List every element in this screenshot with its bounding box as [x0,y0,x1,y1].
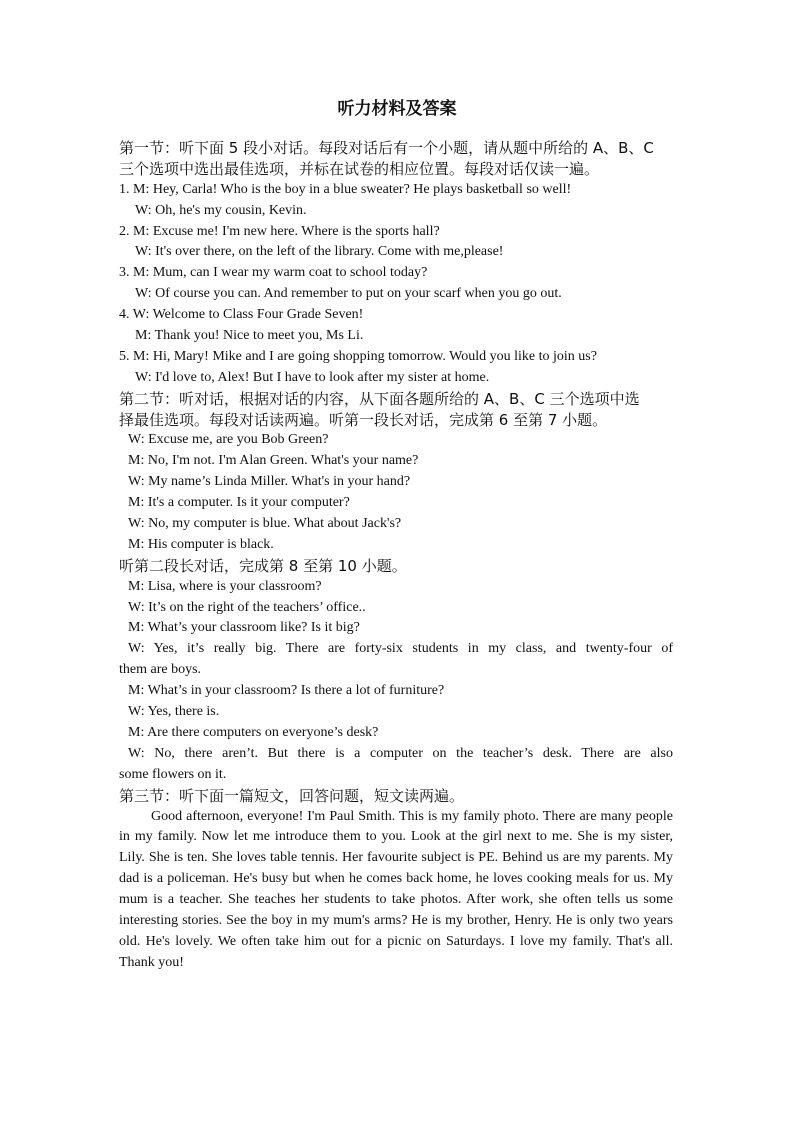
document-body [119,138,673,974]
section2-heading-line2: 择最佳选项。每段对话读两遍。听第一段长对话，完成第 6 至第 7 小题。 [119,410,608,429]
dialogue-line: W: No, there aren’t. But there is a computer on the teacher’s desk. There are also [128,745,673,761]
section1-heading-line1: 第一节：听下面 5 段小对话。每段对话后有一个小题，请从题中所给的 A、B、C [119,139,654,157]
section1-heading-line2: 三个选项中选出最佳选项，并标在试卷的相应位置。每段对话仅读一遍。 [119,159,600,178]
dialogue-line: 5. M: Hi, Mary! Mike and I are going shopping tomorrow. Would you like to join us? [119,348,597,364]
dialogue-line: M: His computer is black. [128,536,274,552]
dialogue-line: W: No, my computer is blue. What about Jack's? [128,516,402,532]
dialogue-line: M: Are there computers on everyone’s desk? [128,724,379,740]
dialogue-line: W: Yes, there is. [128,704,220,720]
passage-paragraph: Good afternoon, everyone! I'm Paul Smith. This is my family photo. There are many people in my family. Now let me introduce them to you. Look at the girl next to me. She is my sister, Lily. She is ten. She loves table tennis. Her favourite subject is PE. Behind us are my parents. My dad is a policeman. He's busy but when he comes back home, he loves cooking meals for us. My mum is a teacher. She teaches her students to take photos. After work, she often tells us some interesting stories. See the boy in my mum's arms? He is my brother, Henry. He is only two years old. He's lovely. We often take him out for a picnic on Saturdays. I love my family. That's all. Thank you! [119,808,673,970]
dialogue-line: some flowers on it. [119,766,227,782]
dialogue-line: W: It's over there, on the left of the library. Come with me,please! [135,244,504,260]
dialogue-line: W: My name’s Linda Miller. What's in your hand? [128,474,411,490]
dialogue-line: W: Yes, it’s really big. There are forty-six students in my class, and twenty-four of [128,641,673,657]
section2-heading-line1: 第二节：听对话，根据对话的内容，从下面各题所给的 A、B、C 三个选项中选 [119,389,640,408]
dialogue-line: M: What’s in your classroom? Is there a lot of furniture? [128,683,445,699]
dialogue-line: M: Lisa, where is your classroom? [128,578,322,594]
dialogue-line: M: No, I'm not. I'm Alan Green. What's your name? [128,453,419,469]
page-title: 听力材料及答案 [337,99,457,119]
dialogue-line: 3. M: Mum, can I wear my warm coat to school today? [119,265,428,281]
dialogue-line: 4. W: Welcome to Class Four Grade Seven! [119,307,364,323]
dialogue-line: W: Oh, he's my cousin, Kevin. [135,202,307,218]
section3-heading: 第三节：听下面一篇短文，回答问题，短文读两遍。 [119,786,465,805]
dialogue-line: W: I'd love to, Alex! But I have to look after my sister at home. [135,369,490,385]
dialogue-line: 1. M: Hey, Carla! Who is the boy in a blue sweater? He plays basketball so well! [119,181,572,197]
dialogue-line: W: Excuse me, are you Bob Green? [128,432,329,448]
dialogue-line: 2. M: Excuse me! I'm new here. Where is the sports hall? [119,223,440,239]
dialogue-line: them are boys. [119,662,202,678]
dialogue-line: M: It's a computer. Is it your computer? [128,495,350,511]
dialogue-line: M: Thank you! Nice to meet you, Ms Li. [135,328,364,344]
dialogue-line: M: What’s your classroom like? Is it big? [128,620,360,636]
section2-dialogue2-heading: 听第二段长对话，完成第 8 至第 10 小题。 [119,556,407,575]
dialogue-line: W: Of course you can. And remember to put on your scarf when you go out. [135,286,562,302]
dialogue-line: W: It’s on the right of the teachers’ office.. [128,599,366,615]
